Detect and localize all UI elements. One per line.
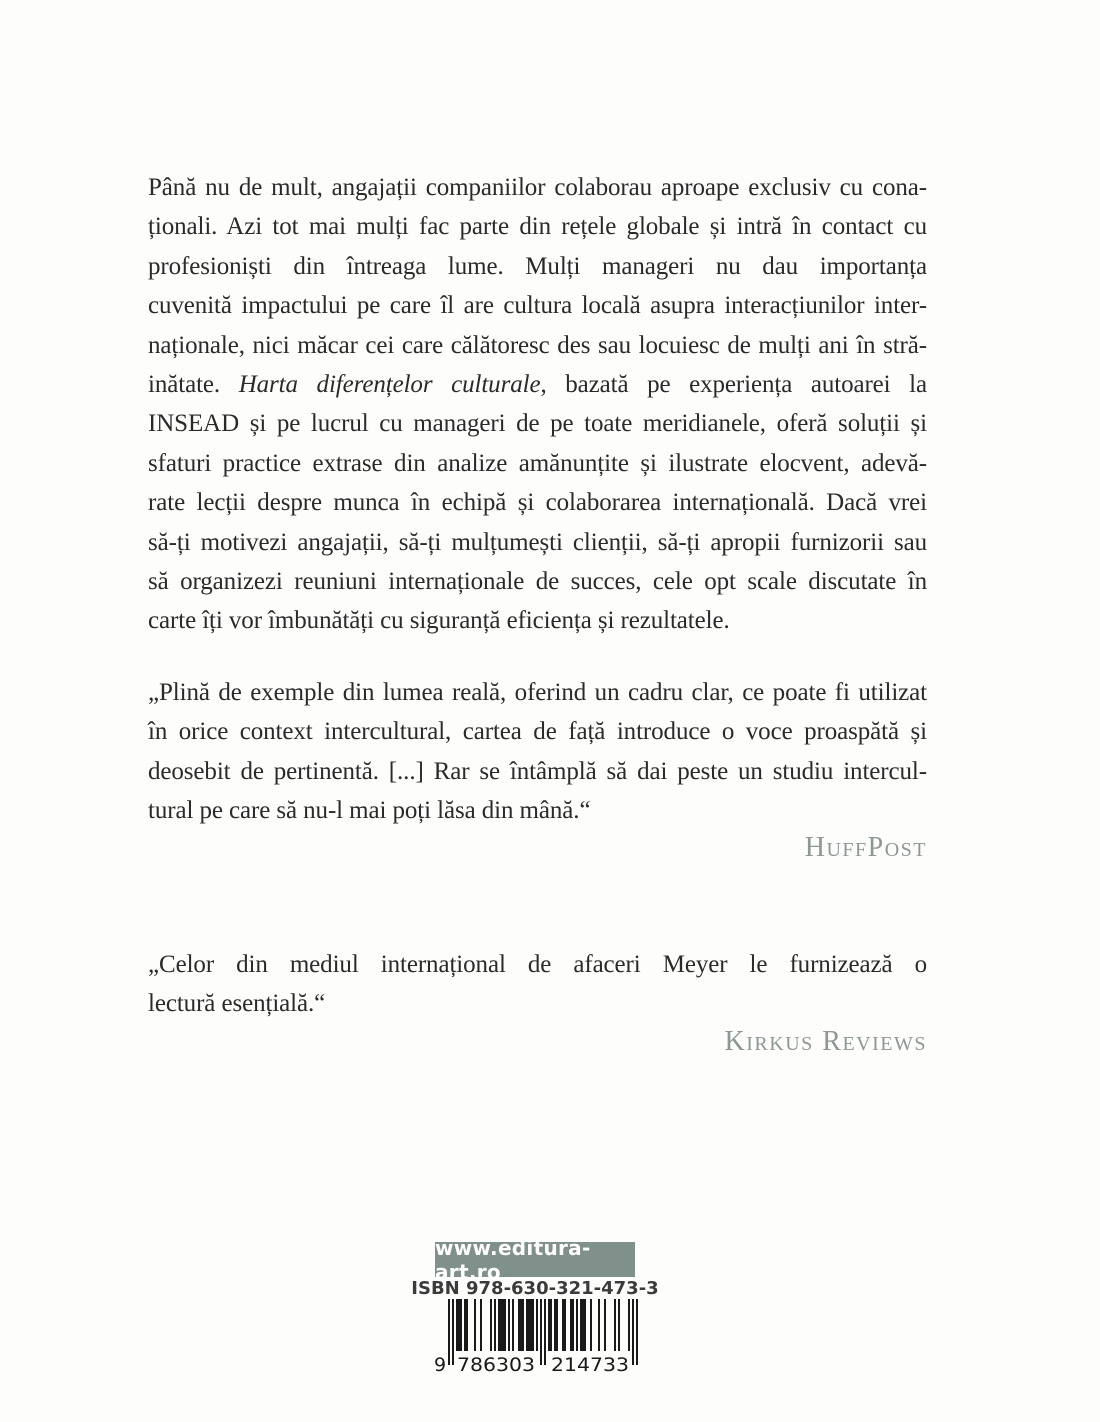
huffpost-quote-paragraph bbox=[148, 673, 927, 831]
text-line: sfaturi practice extrase din analize amănunțite și ilustrate elocvent, adevă- bbox=[148, 449, 927, 477]
text-line: deosebit de pertinentă. [...] Rar se întâmplă să dai peste un studiu intercul- bbox=[148, 757, 927, 785]
text-line: să organizezi reuniuni internaționale de succes, cele opt scale discutate în bbox=[148, 568, 927, 596]
text-line: naționale, nici măcar cei care călătoresc des sau locuiesc de mulți ani în stră- bbox=[148, 331, 927, 359]
text-line: în orice context intercultural, cartea de față introduce o voce proaspătă și bbox=[148, 718, 927, 746]
text-line: inătate. Harta diferențelor culturale, bazată pe experiența autoarei la bbox=[148, 371, 927, 399]
barcode-digits: 786303 bbox=[457, 1354, 535, 1376]
publisher-website-url: www.editura-art.ro bbox=[435, 1235, 591, 1284]
text-line: INSEAD și pe lucrul cu manageri de pe toate meridianele, oferă soluții și bbox=[148, 410, 927, 438]
text-line: lectură esențială.“ bbox=[148, 990, 326, 1018]
text-line: tural pe care să nu-l mai poți lăsa din mână.“ bbox=[148, 797, 591, 825]
synopsis-paragraph bbox=[148, 168, 927, 641]
ean13-barcode bbox=[434, 1299, 644, 1377]
isbn-label: ISBN 978-630-321-473-3 bbox=[411, 1278, 659, 1299]
text-line: „Celor din mediul internațional de afaceri Meyer le furnizează o bbox=[148, 951, 927, 978]
text-line: carte îți vor îmbunătăți cu siguranță eficiența și rezultatele. bbox=[148, 607, 730, 635]
text-line: rate lecții despre munca în echipă și colaborarea internațională. Dacă vrei bbox=[148, 489, 927, 517]
text-line: ționali. Azi tot mai mulți fac parte din rețele globale și intră în contact cu bbox=[148, 213, 927, 241]
text-line: Până nu de mult, angajații companiilor colaborau aproape exclusiv cu cona- bbox=[148, 174, 927, 201]
huffpost-attribution: HuffPost bbox=[804, 832, 927, 863]
text-line: cuvenită impactului pe care îl are cultura locală asupra interacțiunilor inter- bbox=[148, 292, 927, 320]
barcode-digits: 9 bbox=[434, 1354, 447, 1376]
kirkus-attribution: Kirkus Reviews bbox=[724, 1026, 927, 1057]
kirkus-quote-paragraph bbox=[148, 945, 927, 1024]
barcode-digits: 214733 bbox=[551, 1354, 629, 1376]
text-line: să-ți motivezi angajații, să-ți mulțumești clienții, să-ți apropii furnizorii sau bbox=[148, 528, 927, 556]
text-line: „Plină de exemple din lumea reală, oferind un cadru clar, ce poate fi utilizat bbox=[148, 679, 927, 706]
publisher-website-bar bbox=[435, 1235, 635, 1284]
text-line: profesioniști din întreaga lume. Mulți manageri nu dau importanța bbox=[148, 252, 927, 280]
